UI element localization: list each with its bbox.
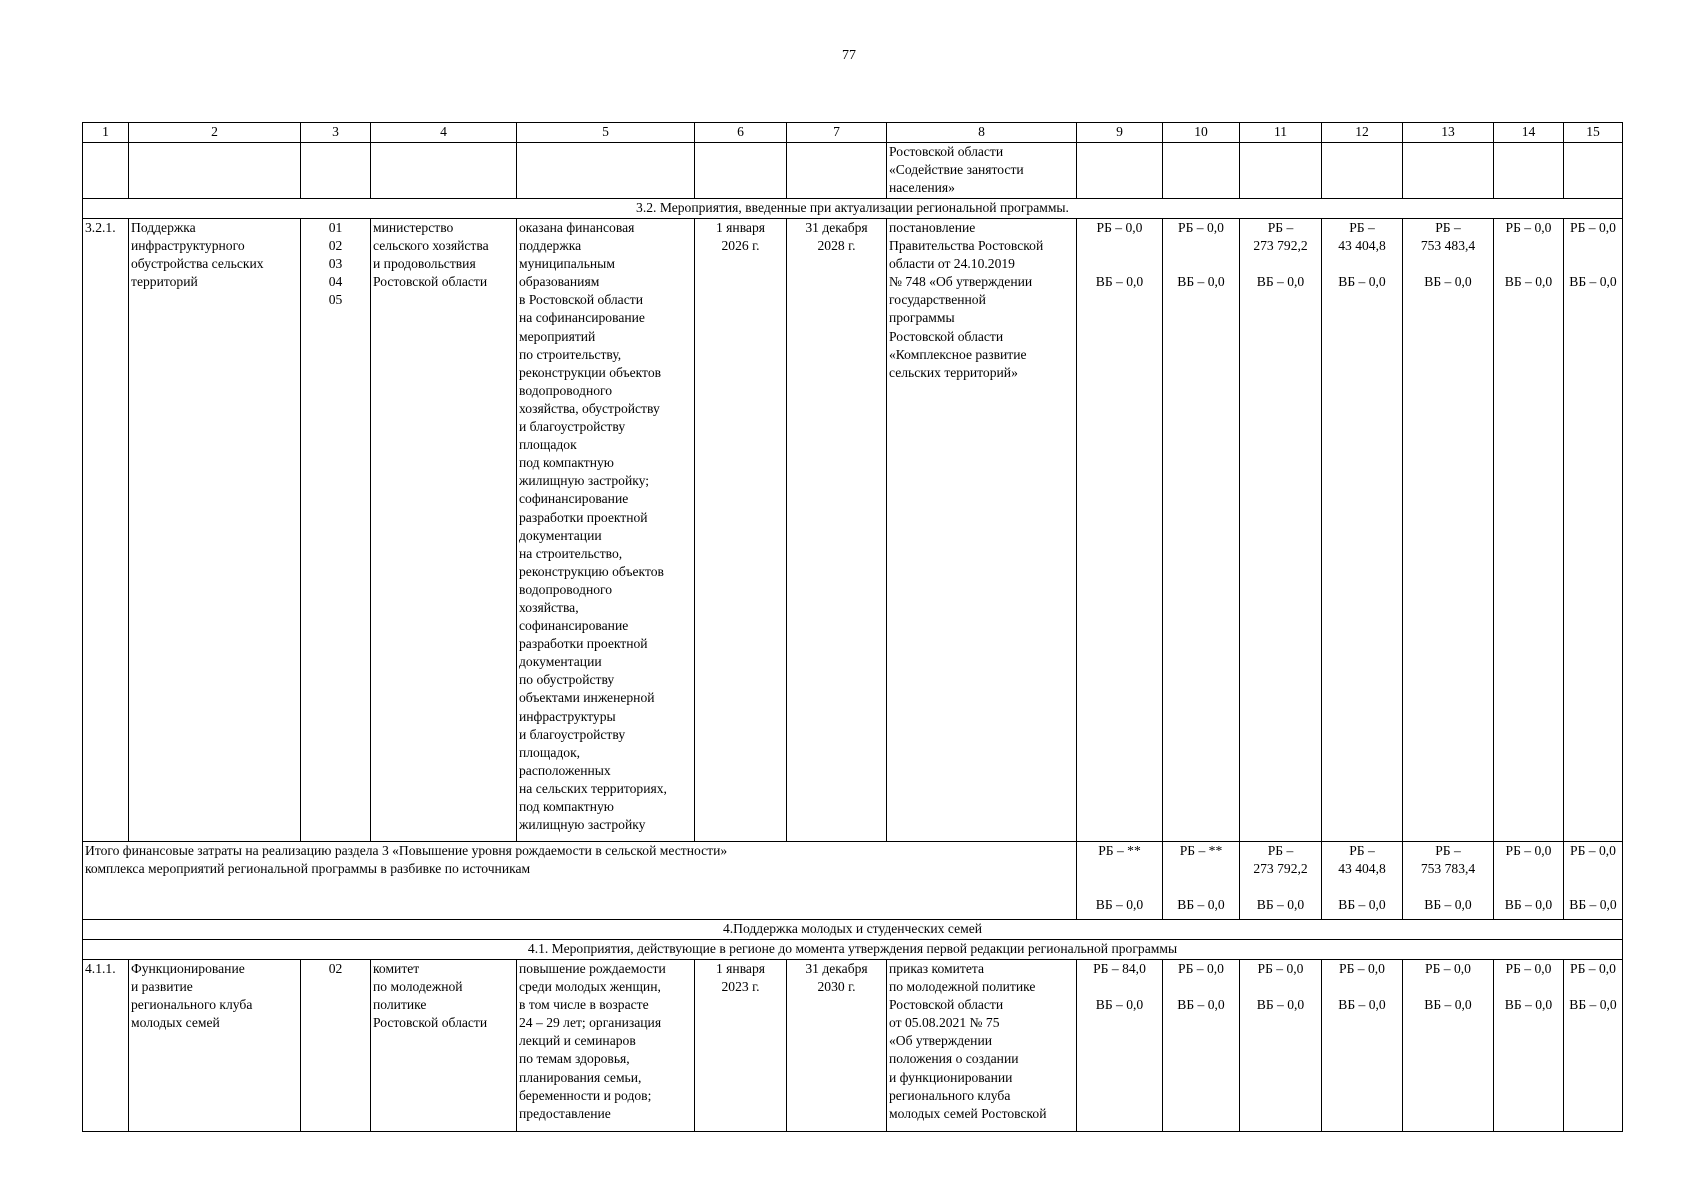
item-number: 3.2.1. bbox=[83, 219, 129, 842]
column-number: 9 bbox=[1077, 123, 1163, 143]
table-row bbox=[83, 960, 1623, 1132]
funding-cell: РБ – 0,0 ВБ – 0,0 bbox=[1494, 842, 1564, 920]
column-number: 3 bbox=[301, 123, 371, 143]
funding-cell: РБ – ** ВБ – 0,0 bbox=[1077, 842, 1163, 920]
funding-cell: РБ – 753 783,4 ВБ – 0,0 bbox=[1403, 842, 1494, 920]
funding-cell: РБ – 43 404,8 ВБ – 0,0 bbox=[1322, 219, 1403, 842]
start-date: 1 января 2023 г. bbox=[695, 960, 787, 1132]
funding-cell: РБ – 0,0 ВБ – 0,0 bbox=[1077, 219, 1163, 842]
item-number: 4.1.1. bbox=[83, 960, 129, 1132]
column-number: 7 bbox=[787, 123, 887, 143]
funding-cell: РБ – 0,0 ВБ – 0,0 bbox=[1494, 960, 1564, 1132]
column-number: 12 bbox=[1322, 123, 1403, 143]
section-heading-row bbox=[83, 199, 1623, 219]
table-row bbox=[83, 219, 1623, 842]
column-number: 13 bbox=[1403, 123, 1494, 143]
column-number: 14 bbox=[1494, 123, 1564, 143]
funding-cell: РБ – 43 404,8 ВБ – 0,0 bbox=[1322, 842, 1403, 920]
expected-result: повышение рождаемости среди молодых женщин, в том числе в возрасте 24 – 29 лет; организация лекций и семинаров по темам здоровья, планирования семьи, беременности и родов; предоставление bbox=[517, 960, 695, 1132]
subsection-heading-row bbox=[83, 940, 1623, 960]
column-number: 11 bbox=[1240, 123, 1322, 143]
column-number: 10 bbox=[1163, 123, 1240, 143]
end-date: 31 декабря 2028 г. bbox=[787, 219, 887, 842]
column-number-row bbox=[83, 123, 1623, 143]
expected-result: оказана финансовая поддержка муниципальным образованиям в Ростовской области на софинансирование мероприятий по строительству, реконструкции объектов водопроводного хозяйства, обустройству и благоустройству площадок под компактную жилищную застройку; софинансирование разработки проектной документации на строительство, реконструкцию объектов водопроводного хозяйства, софинансирование разработки проектной документации по обустройству объектами инженерной инфраструктуры и благоустройству площадок, расположенных на сельских территориях, под компактную жилищную застройку bbox=[517, 219, 695, 842]
funding-cell: РБ – 0,0 ВБ – 0,0 bbox=[1163, 960, 1240, 1132]
column-number: 1 bbox=[83, 123, 129, 143]
end-date: 31 декабря 2030 г. bbox=[787, 960, 887, 1132]
column-number: 4 bbox=[371, 123, 517, 143]
funding-cell: РБ – 273 792,2 ВБ – 0,0 bbox=[1240, 219, 1322, 842]
section-heading: 4.Поддержка молодых и студенческих семей bbox=[83, 920, 1623, 940]
section-heading-row bbox=[83, 920, 1623, 940]
total-label: Итого финансовые затраты на реализацию раздела 3 «Повышение уровня рождаемости в сельской местности» комплекса мероприятий региональной программы в разбивке по источникам bbox=[83, 842, 1077, 920]
legal-basis-cell: Ростовской области «Содействие занятости населения» bbox=[887, 143, 1077, 199]
funding-cell: РБ – 0,0 ВБ – 0,0 bbox=[1322, 960, 1403, 1132]
codes-cell: 01 02 03 04 05 bbox=[301, 219, 371, 842]
legal-basis-cell: постановление Правительства Ростовской области от 24.10.2019 № 748 «Об утверждении государственной программы Ростовской области «Комплексное развитие сельских территорий» bbox=[887, 219, 1077, 842]
funding-cell: РБ – 273 792,2 ВБ – 0,0 bbox=[1240, 842, 1322, 920]
column-number: 6 bbox=[695, 123, 787, 143]
page-number: 77 bbox=[842, 48, 856, 63]
legal-basis-cell: приказ комитета по молодежной политике Ростовской области от 05.08.2021 № 75 «Об утверждении положения о создании и функционировании регионального клуба молодых семей Ростовской bbox=[887, 960, 1077, 1132]
funding-cell: РБ – 0,0 ВБ – 0,0 bbox=[1163, 219, 1240, 842]
column-number: 8 bbox=[887, 123, 1077, 143]
funding-cell: РБ – ** ВБ – 0,0 bbox=[1163, 842, 1240, 920]
section-heading: 3.2. Мероприятия, введенные при актуализации региональной программы. bbox=[83, 199, 1623, 219]
program-table bbox=[82, 122, 1623, 1132]
codes-cell: 02 bbox=[301, 960, 371, 1132]
funding-cell: РБ – 0,0 ВБ – 0,0 bbox=[1494, 219, 1564, 842]
funding-cell: РБ – 0,0 ВБ – 0,0 bbox=[1564, 960, 1623, 1132]
measure-name: Функционирование и развитие регионального клуба молодых семей bbox=[129, 960, 301, 1132]
funding-cell: РБ – 84,0 ВБ – 0,0 bbox=[1077, 960, 1163, 1132]
responsible-executor: министерство сельского хозяйства и продовольствия Ростовской области bbox=[371, 219, 517, 842]
column-number: 5 bbox=[517, 123, 695, 143]
funding-cell: РБ – 753 483,4 ВБ – 0,0 bbox=[1403, 219, 1494, 842]
total-row bbox=[83, 842, 1623, 920]
funding-cell: РБ – 0,0 ВБ – 0,0 bbox=[1564, 219, 1623, 842]
subsection-heading: 4.1. Мероприятия, действующие в регионе до момента утверждения первой редакции региональной программы bbox=[83, 940, 1623, 960]
column-number: 2 bbox=[129, 123, 301, 143]
start-date: 1 января 2026 г. bbox=[695, 219, 787, 842]
funding-cell: РБ – 0,0 ВБ – 0,0 bbox=[1403, 960, 1494, 1132]
continuation-row bbox=[83, 143, 1623, 199]
measure-name: Поддержка инфраструктурного обустройства сельских территорий bbox=[129, 219, 301, 842]
responsible-executor: комитет по молодежной политике Ростовской области bbox=[371, 960, 517, 1132]
funding-cell: РБ – 0,0 ВБ – 0,0 bbox=[1564, 842, 1623, 920]
funding-cell: РБ – 0,0 ВБ – 0,0 bbox=[1240, 960, 1322, 1132]
column-number: 15 bbox=[1564, 123, 1623, 143]
